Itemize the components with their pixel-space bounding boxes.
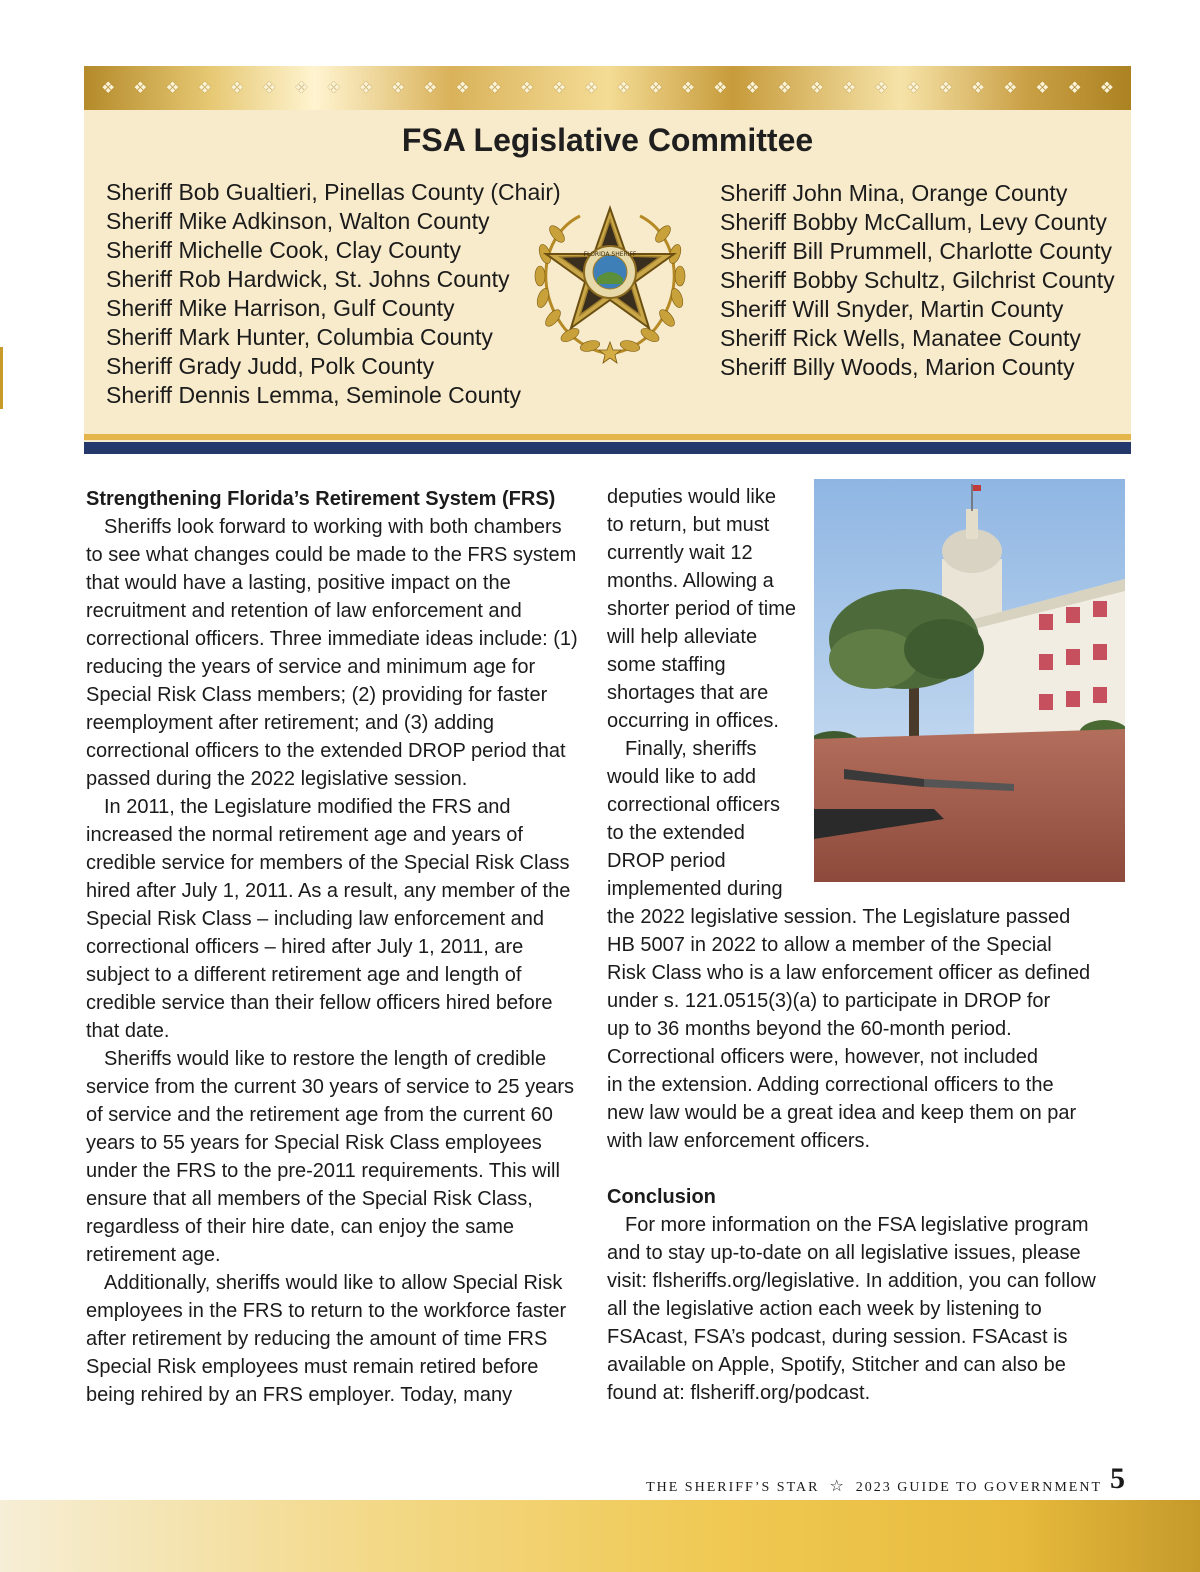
diamond-cluster-icon: ❖ <box>358 78 374 97</box>
member-name: Sheriff Bobby McCallum, Levy County <box>720 209 1107 235</box>
article-paragraph: Sheriffs would like to restore the length of credible service from the current 30 years of service to 25 years of service and the retirement age from the current 60 years to 55 years for Special Risk Class employees under the FRS to the pre-2011 requirements. This will ensure that all members of the Special Risk Class, regardless of their hire date, can enjoy the same retirement age. <box>86 1048 574 1266</box>
text-line: implemented during <box>607 878 783 900</box>
capitol-building-photo <box>814 479 1125 882</box>
article-paragraph: Additionally, sheriffs would like to allow Special Risk employees in the FRS to return to the workforce faster after retirement by reducing the amount of time FRS Special Risk employees must remain retired before being rehired by an FRS employer. Today, many <box>86 1272 567 1406</box>
section-name: 2023 GUIDE TO GOVERNMENT <box>855 1480 1102 1495</box>
text-line: Finally, sheriffs <box>625 738 757 760</box>
text-line: to return, but must <box>607 514 770 536</box>
sheriff-star-badge-icon <box>525 194 695 364</box>
member-name: Sheriff John Mina, Orange County <box>720 180 1068 206</box>
text-line: deputies would like <box>607 486 776 508</box>
diamond-cluster-icon: ❖ <box>1003 78 1018 97</box>
diamond-cluster-icon: ❖ <box>326 78 341 97</box>
text-line: DROP period <box>607 850 726 872</box>
article-left-column <box>86 485 578 1409</box>
diamond-cluster-icon: ❖ <box>100 78 116 97</box>
diamond-cluster-icon: ❖ <box>809 78 825 97</box>
member-list-right <box>720 179 1115 382</box>
article-paragraph: In 2011, the Legislature modified the FRS and increased the normal retirement age and years of credible service for members of the Special Risk Class hired after July 1, 2011. As a result, any member of the Special Risk Class – including law enforcement and correctional officers – hired after July 1, 2011, are subject to a different retirement age and length of credible service than their fellow officers hired before that date. <box>86 796 571 1042</box>
member-name: Sheriff Rob Hardwick, St. Johns County <box>106 266 510 292</box>
text-line: to the extended <box>607 822 745 844</box>
committee-panel <box>84 66 1131 454</box>
article-heading: Strengthening Florida’s Retirement System (FRS) <box>86 488 556 510</box>
diamond-cluster-icon: ❖ <box>616 78 631 97</box>
diamond-cluster-icon: ❖ <box>552 78 567 97</box>
diamond-cluster-icon: ❖ <box>262 78 277 97</box>
committee-title: FSA Legislative Committee <box>401 122 814 158</box>
page-number: 5 <box>1110 1462 1125 1495</box>
member-name: Sheriff Bob Gualtieri, Pinellas County (Chair) <box>106 179 561 205</box>
text-line: the 2022 legislative session. The Legislature passed <box>607 906 1071 928</box>
diamond-cluster-icon: ❖ <box>1099 78 1115 97</box>
diamond-cluster-icon: ❖ <box>874 78 889 97</box>
diamond-cluster-icon: ❖ <box>680 78 696 97</box>
member-list-left <box>106 178 561 410</box>
gold-footer-band <box>0 1500 1200 1572</box>
diamond-cluster-icon: ❖ <box>197 78 212 97</box>
article-right-full <box>607 903 1107 1155</box>
navy-divider <box>84 442 1131 454</box>
text-line: Risk Class who is a law enforcement officer as defined <box>607 962 1091 984</box>
ornament-band <box>84 66 1131 110</box>
star-outline-icon: ☆ <box>829 1476 846 1495</box>
conclusion-heading: Conclusion <box>607 1186 716 1208</box>
text-line: HB 5007 in 2022 to allow a member of the Special <box>607 934 1052 956</box>
text-line: with law enforcement officers. <box>607 1130 871 1152</box>
text-line: in the extension. Adding correctional officers to the <box>607 1074 1054 1096</box>
member-name: Sheriff Mike Adkinson, Walton County <box>106 208 490 234</box>
text-line: some staffing <box>607 654 726 676</box>
edge-marker <box>0 347 3 409</box>
article-paragraph: Sheriffs look forward to working with both chambers to see what changes could be made to the FRS system that would have a lasting, positive impact on the recruitment and retention of law enforcement and correctional officers. Three immediate ideas include: (1) reducing the years of service and minimum age for Special Risk Class members; (2) providing for faster reemployment after retirement; and (3) adding correctional officers to the extended DROP period that passed during the 2022 legislative session. <box>86 516 578 790</box>
diamond-cluster-icon: ❖ <box>1067 78 1082 97</box>
text-line: Correctional officers were, however, not included <box>607 1046 1038 1068</box>
gold-divider <box>84 434 1131 440</box>
text-line: currently wait 12 <box>607 542 753 564</box>
diamond-cluster-icon: ❖ <box>229 78 245 97</box>
member-name: Sheriff Michelle Cook, Clay County <box>106 237 461 263</box>
diamond-cluster-icon: ❖ <box>390 78 406 97</box>
member-name: Sheriff Mike Harrison, Gulf County <box>106 295 455 321</box>
text-line: under s. 121.0515(3)(a) to participate in DROP for <box>607 990 1051 1012</box>
member-name: Sheriff Billy Woods, Marion County <box>720 354 1075 380</box>
publication-name: THE SHERIFF’S STAR <box>646 1480 820 1495</box>
conclusion-paragraph: For more information on the FSA legislative program and to stay up-to-date on all legislative issues, please visit: flsheriffs.org/legislative. In addition, you can follow all the legislative action each week by listening to FSAcast, FSA’s podcast, during session. FSAcast is available on Apple, Spotify, Stitcher and can also be found at: flsheriff.org/podcast. <box>607 1214 1096 1404</box>
diamond-cluster-icon: ❖ <box>165 78 180 97</box>
diamond-cluster-icon: ❖ <box>906 78 921 97</box>
member-name: Sheriff Grady Judd, Polk County <box>106 353 435 379</box>
diamond-cluster-icon: ❖ <box>777 78 792 97</box>
member-name: Sheriff Bobby Schultz, Gilchrist County <box>720 267 1115 293</box>
text-line: will help alleviate <box>607 626 758 648</box>
text-line: would like to add <box>607 766 756 788</box>
diamond-cluster-icon: ❖ <box>1035 78 1050 97</box>
diamond-cluster-icon: ❖ <box>970 78 986 97</box>
diamond-cluster-icon: ❖ <box>519 78 535 97</box>
diamond-cluster-icon: ❖ <box>841 78 857 97</box>
text-line: occurring in offices. <box>607 710 779 732</box>
article-right-narrow <box>607 483 813 903</box>
diamond-cluster-icon: ❖ <box>133 78 148 97</box>
footer-caption <box>646 1476 1102 1496</box>
diamond-cluster-icon: ❖ <box>713 78 728 97</box>
conclusion-section <box>607 1183 1117 1407</box>
member-name: Sheriff Dennis Lemma, Seminole County <box>106 382 522 408</box>
member-name: Sheriff Mark Hunter, Columbia County <box>106 324 493 350</box>
diamond-cluster-icon: ❖ <box>487 78 502 97</box>
member-name: Sheriff Will Snyder, Martin County <box>720 296 1064 322</box>
diamond-cluster-icon: ❖ <box>648 78 663 97</box>
text-line: shorter period of time <box>607 598 796 620</box>
diamond-cluster-icon: ❖ <box>938 78 953 97</box>
diamond-cluster-icon: ❖ <box>455 78 470 97</box>
text-line: months. Allowing a <box>607 570 774 592</box>
diamond-cluster-icon: ❖ <box>584 78 599 97</box>
diamond-cluster-icon: ❖ <box>423 78 438 97</box>
diamond-cluster-icon: ❖ <box>294 78 309 97</box>
text-line: correctional officers <box>607 794 781 816</box>
member-name: Sheriff Bill Prummell, Charlotte County <box>720 238 1112 264</box>
member-name: Sheriff Rick Wells, Manatee County <box>720 325 1081 351</box>
badge-text: FLORIDA SHERIFF <box>583 251 637 258</box>
text-line: up to 36 months beyond the 60-month period. <box>607 1018 1012 1040</box>
text-line: new law would be a great idea and keep them on par <box>607 1102 1077 1124</box>
text-line: shortages that are <box>607 682 769 704</box>
diamond-cluster-icon: ❖ <box>745 78 760 97</box>
